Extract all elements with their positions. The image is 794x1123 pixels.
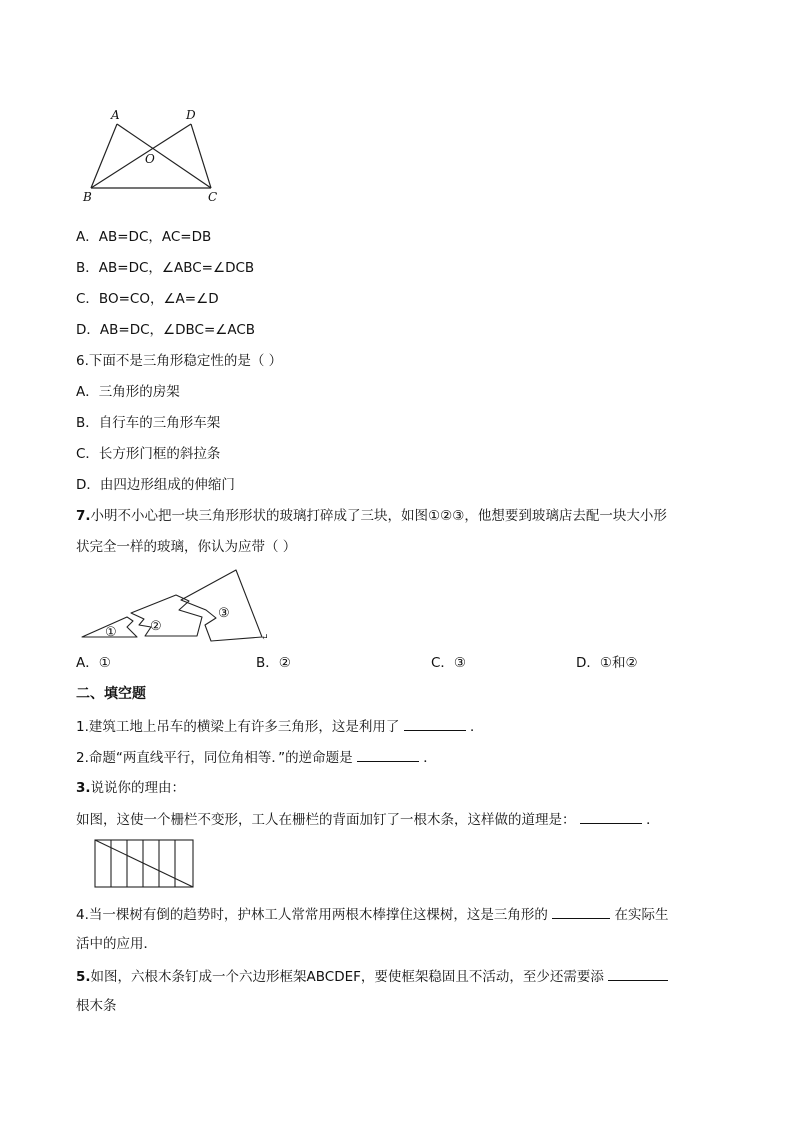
- fill-q5-number: 5.: [76, 969, 91, 985]
- fill-q5-blank[interactable]: [608, 966, 668, 981]
- fill-q2-number: 2.: [76, 750, 89, 766]
- fill-q3-blank[interactable]: [580, 809, 642, 824]
- q5-option-d[interactable]: D．AB=DC，∠DBC=∠ACB: [76, 322, 256, 338]
- fill-q3-text: 如图，这使一个栅栏不变形，工人在栅栏的背面加钉了一根木条，这样做的道理是：: [76, 812, 576, 828]
- fill-q1-number: 1.: [76, 719, 89, 735]
- q5-option-b[interactable]: B．AB=DC，∠ABC=∠DCB: [76, 260, 255, 276]
- fill-q4: [76, 904, 668, 925]
- fill-q3-title: [76, 778, 185, 798]
- fence-figure: [93, 838, 197, 890]
- broken-glass-figure: [78, 566, 273, 648]
- q7-option-b[interactable]: B．②: [256, 655, 291, 671]
- fill-q4-number: 4.: [76, 907, 89, 923]
- fill-q5-text: 如图，六根木条钉成一个六边形框架ABCDEF，要使框架稳固且不活动，至少还需要添: [90, 969, 604, 985]
- q6-option-b[interactable]: B．自行车的三角形车架: [76, 415, 221, 431]
- fill-q4-text: 当一棵树有倒的趋势时，护林工人常常用两根木棒撑住这棵树，这是三角形的: [88, 907, 548, 923]
- fill-q2-text: 命题“两直线平行，同位角相等．”的逆命题是: [88, 750, 353, 766]
- label-A: A: [111, 108, 120, 122]
- piece-label-3: ③: [218, 606, 230, 621]
- triangle-figure: [80, 105, 230, 205]
- fill-q4-blank[interactable]: [552, 904, 610, 919]
- q6-option-a[interactable]: A．三角形的房架: [76, 384, 180, 400]
- fill-q1-text: 建筑工地上吊车的横梁上有许多三角形，这是利用了: [88, 719, 400, 735]
- q6-stem: 6.下面不是三角形稳定性的是（ ）: [76, 353, 283, 369]
- piece-label-2: ②: [150, 619, 162, 634]
- q6-option-c[interactable]: C．长方形门框的斜拉条: [76, 446, 221, 462]
- q7-option-d[interactable]: D．①和②: [576, 655, 638, 671]
- fill-q1-after: ．: [469, 719, 484, 735]
- fill-q3-after: ．: [646, 812, 660, 828]
- q7-text-line1: 小明不小心把一块三角形形状的玻璃打碎成了三块，如图①②③，他想要到玻璃店去配一块大小形: [90, 508, 667, 524]
- fill-q5: [76, 966, 668, 987]
- section-title: 二、填空题: [76, 686, 146, 702]
- label-O: O: [145, 152, 155, 166]
- q7-option-a[interactable]: A．①: [76, 655, 111, 671]
- fill-q2-after: ．: [423, 750, 437, 766]
- piece-label-1: ①: [105, 625, 117, 640]
- q5-option-a[interactable]: A．AB=DC，AC=DB: [76, 229, 212, 245]
- q7-option-c[interactable]: C．③: [431, 655, 467, 671]
- fill-q4-after: 在实际生: [614, 907, 669, 923]
- fill-q2-blank[interactable]: [357, 747, 419, 762]
- fill-q4-line2: 活中的应用．: [76, 936, 157, 952]
- q5-option-c[interactable]: C．BO=CO，∠A=∠D: [76, 291, 219, 307]
- fill-q5-line2: 根木条: [76, 998, 117, 1014]
- q7-stem-line2: 状完全一样的玻璃，你认为应带（ ）: [76, 539, 297, 555]
- q7-number: 7.: [76, 508, 91, 524]
- return-mark-icon: ↵: [261, 633, 269, 643]
- fill-q2: [76, 747, 437, 768]
- fill-q1-blank[interactable]: [404, 716, 466, 731]
- fill-q3-number: 3.: [76, 780, 91, 796]
- q7-stem-line1: [76, 506, 667, 526]
- fill-q1: [76, 716, 483, 737]
- label-B: B: [83, 190, 92, 204]
- label-D: D: [186, 108, 196, 122]
- fill-q3-body: [76, 809, 660, 830]
- label-C: C: [208, 190, 218, 204]
- fill-q3-title-text: 说说你的理由：: [90, 780, 186, 796]
- q6-option-d[interactable]: D．由四边形组成的伸缩门: [76, 477, 235, 493]
